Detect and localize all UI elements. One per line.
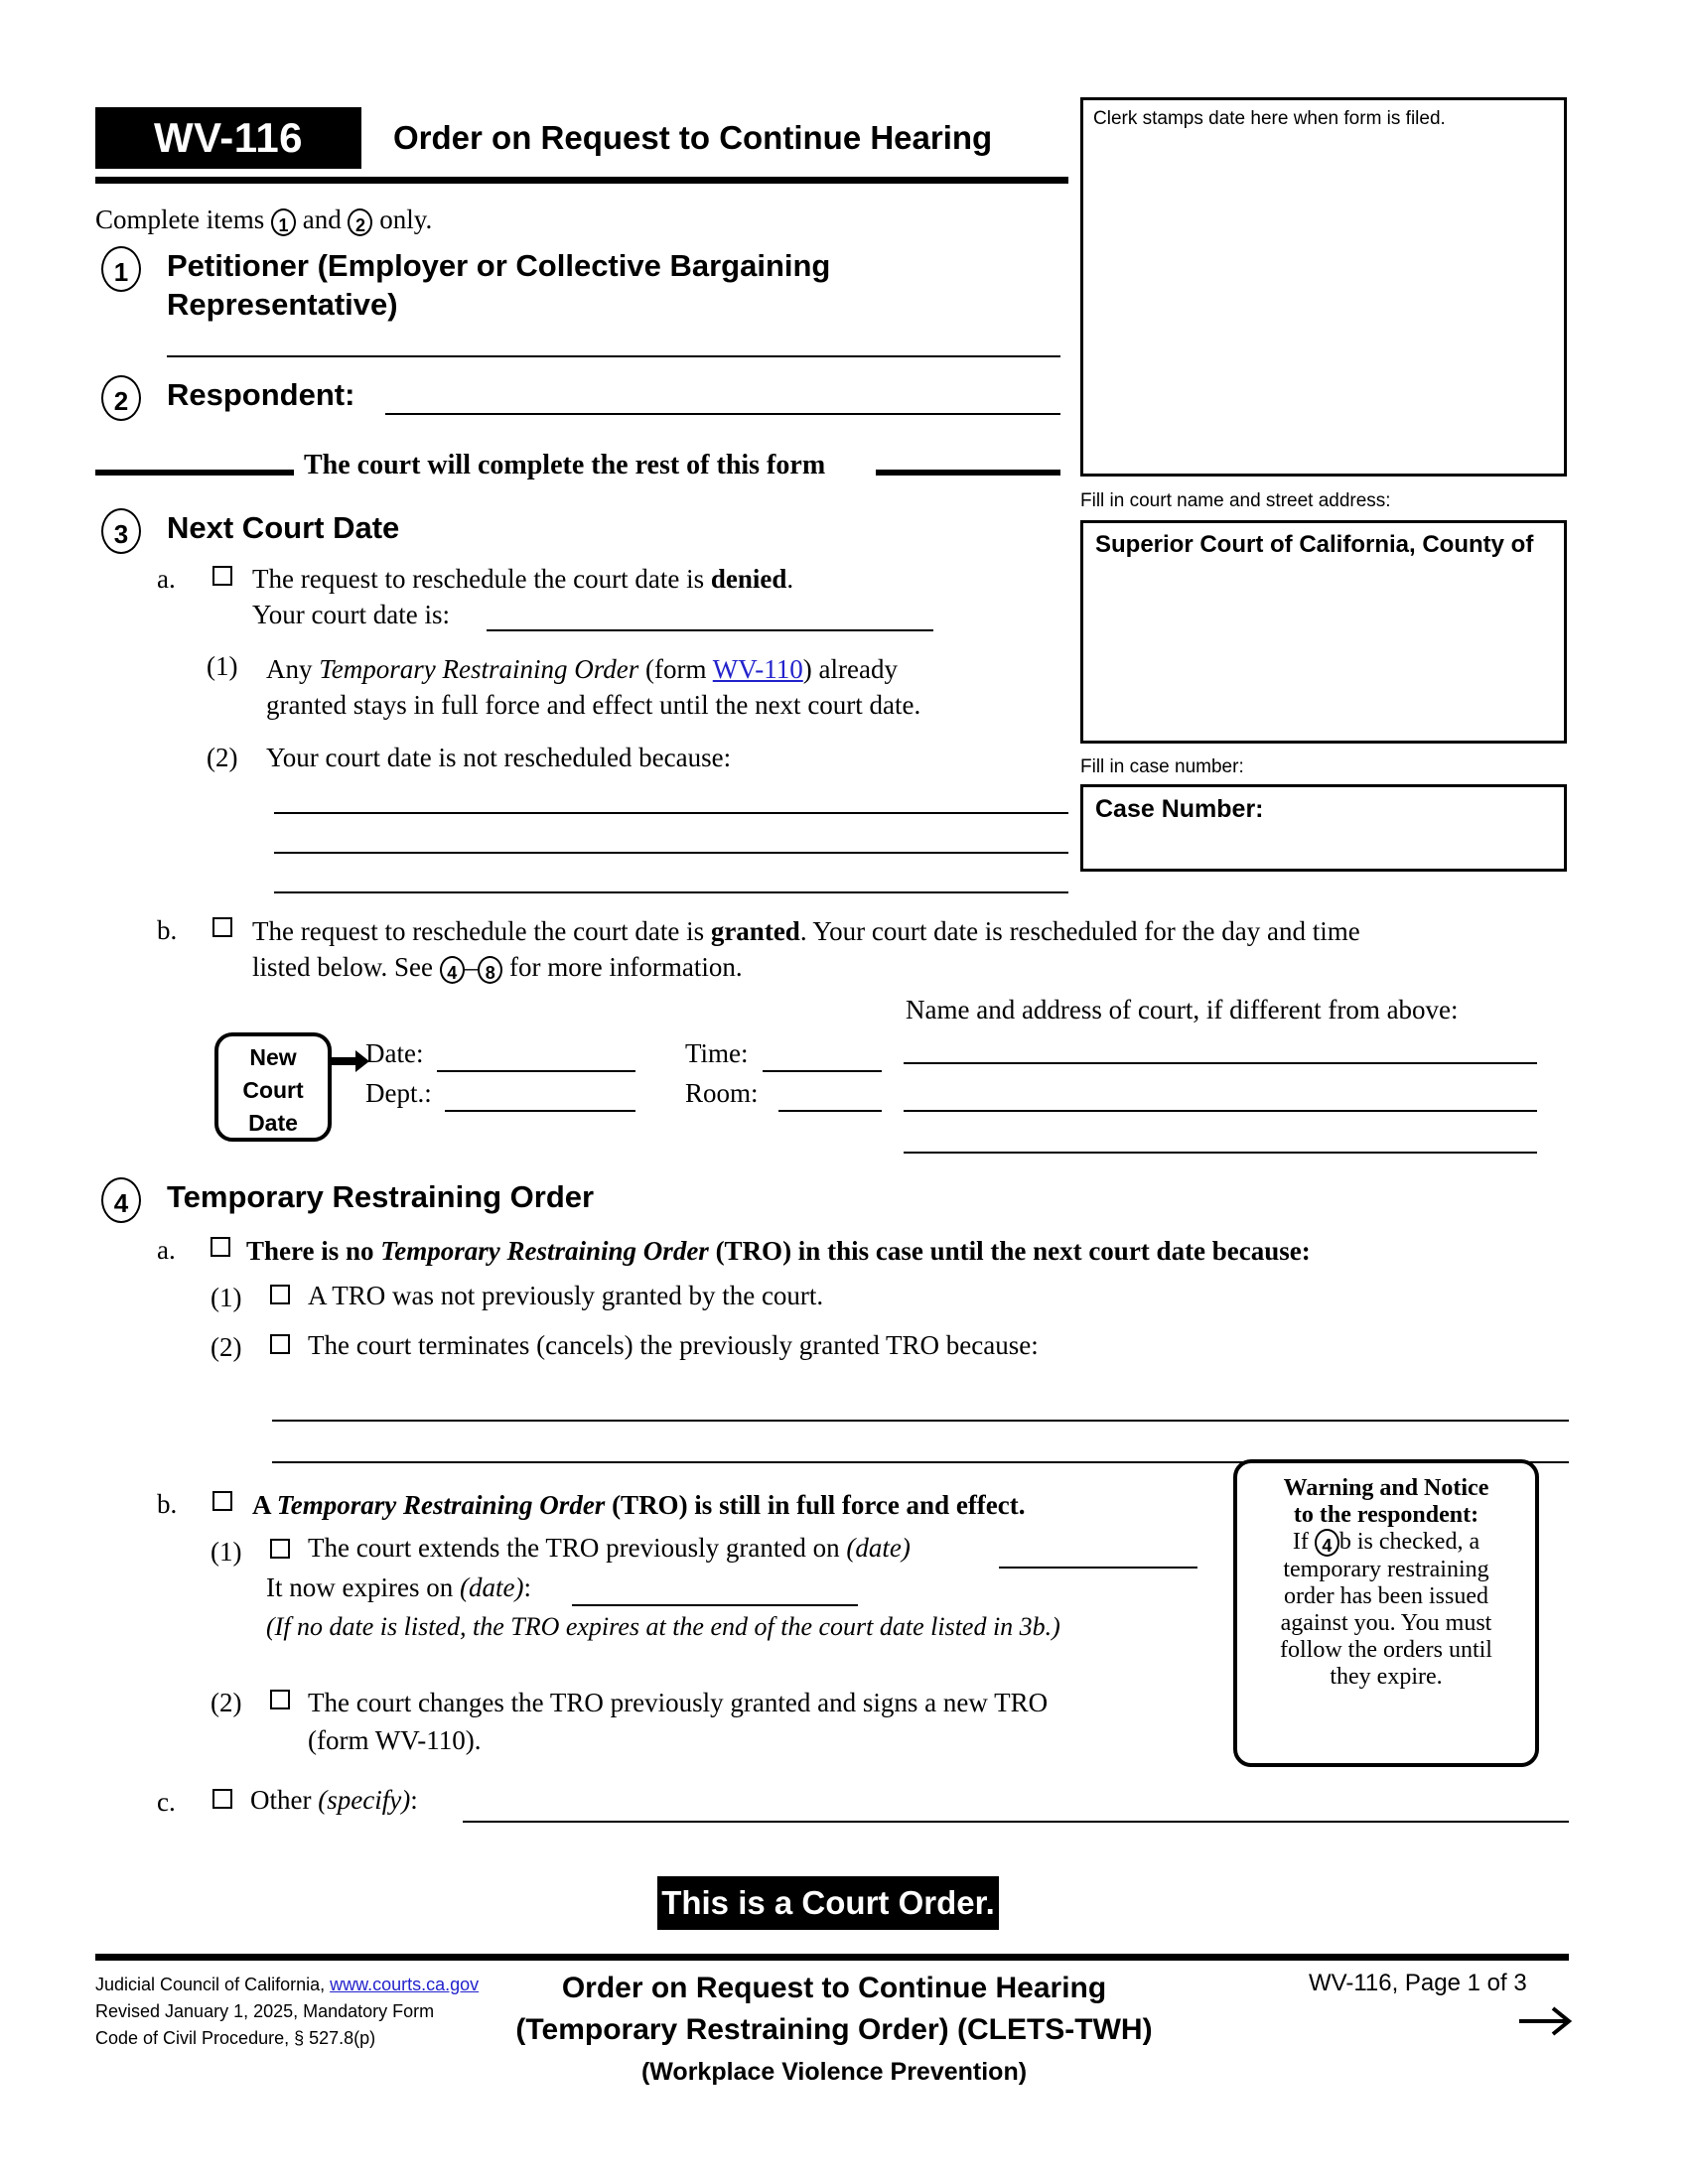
warning-line3 (1247, 1529, 1525, 1557)
warning-line4: temporary restraining (1283, 1557, 1489, 1583)
item-3a2-blank-line-2[interactable] (274, 852, 1068, 854)
item-3a-text-post: . (786, 564, 794, 594)
court-order-banner-label: This is a Court Order. (661, 1884, 995, 1921)
item-3a2-blank-line-1[interactable] (274, 812, 1068, 814)
item-3a-letter: a. (157, 564, 176, 594)
footer-page-label: WV-116, Page 1 of 3 (1309, 1970, 1527, 1996)
court-divider-right-rule (876, 470, 1060, 476)
item-4c-specify-field[interactable] (463, 1821, 1569, 1823)
court-completes-notice: The court will complete the rest of this form (304, 450, 826, 480)
item-4b1-text (308, 1533, 911, 1564)
item-3b-checkbox[interactable] (212, 917, 232, 937)
court-divider-left-rule (95, 470, 294, 476)
item-4b1-note: (If no date is listed, the TRO expires at the end of the court date listed in 3b.) (266, 1612, 1060, 1641)
item-4a2-checkbox[interactable] (270, 1334, 290, 1354)
item-4c-text (250, 1785, 418, 1816)
item-4b2-text (308, 1684, 1082, 1759)
item-4a2-blank-line-1[interactable] (272, 1420, 1569, 1422)
footer-center-block (427, 1968, 1241, 2093)
item-3b-dash: – (464, 952, 479, 982)
item-3a2-text: Your court date is not rescheduled because: (266, 743, 732, 772)
footer-center-line1: Order on Request to Continue Hearing (561, 1972, 1107, 2004)
footer-divider-rule (95, 1954, 1569, 1961)
complete-items-post: only. (379, 205, 433, 234)
new-court-address-line-1[interactable] (904, 1062, 1537, 1064)
item-4a2-text: The court terminates (cancels) the previously granted TRO because: (308, 1330, 1039, 1360)
item-4a1-checkbox[interactable] (270, 1285, 290, 1304)
item-4b2-marker: (2) (211, 1688, 242, 1717)
footer-left-line1-pre: Judicial Council of California, (95, 1975, 331, 1994)
item-4b2-line2: (form WV-110). (308, 1725, 482, 1755)
new-court-time-label: Time: (685, 1038, 749, 1068)
item-3a-text (252, 562, 793, 596)
item-4b-checkbox[interactable] (212, 1491, 232, 1511)
new-court-dept-label: Dept.: (365, 1078, 432, 1108)
item-4-number: 4 (101, 1177, 141, 1223)
item-3b-text-bold: granted (710, 916, 800, 946)
item-4a-letter: a. (157, 1235, 176, 1265)
new-court-time-field[interactable] (763, 1070, 882, 1072)
next-page-arrow-icon (1517, 2001, 1577, 2041)
item-4b2-line1: The court changes the TRO previously granted and signs a new TRO (308, 1688, 1049, 1717)
item-4c-label: Other (250, 1785, 319, 1815)
warning-line8: they expire. (1330, 1663, 1443, 1690)
item-3a1-italic: Temporary Restraining Order (319, 654, 639, 684)
new-court-date-badge (214, 1032, 332, 1142)
item-3b-text (252, 913, 1513, 949)
complete-items-mid: and (302, 205, 342, 234)
item-2-label: Respondent: (167, 377, 355, 412)
item-4c-post: : (410, 1785, 418, 1815)
inline-circle-8: 8 (478, 956, 502, 984)
new-court-address-caption: Name and address of court, if different from above: (906, 995, 1459, 1024)
item-3a-text-pre: The request to reschedule the court date is (252, 564, 711, 594)
footer-left-line3: Code of Civil Procedure, § 527.8(p) (95, 2028, 376, 2048)
item-4b1-checkbox[interactable] (270, 1539, 290, 1559)
item-4c-checkbox[interactable] (212, 1789, 232, 1809)
inline-circle-4-warning: 4 (1315, 1529, 1339, 1557)
item-4c-italic: (specify) (318, 1785, 411, 1815)
item-4c-letter: c. (157, 1787, 176, 1817)
new-court-date-badge-line2: Court (242, 1077, 304, 1103)
item-3a1-pre: Any (266, 654, 320, 684)
new-court-room-field[interactable] (778, 1110, 882, 1112)
item-1-heading (167, 246, 931, 324)
item-4b1-date-italic: (date) (846, 1533, 911, 1563)
item-3b-letter: b. (157, 915, 178, 945)
footer-center-line3: (Workplace Violence Prevention) (640, 2058, 1028, 2086)
new-court-date-badge-line1: New (249, 1044, 297, 1070)
new-court-date-field[interactable] (437, 1070, 635, 1072)
case-box-caption: Fill in case number: (1080, 756, 1244, 777)
item-4b1-expires-text (266, 1572, 531, 1603)
header-divider-rule (95, 177, 1068, 184)
item-3a1-line2: granted stays in full force and effect until the next court date. (266, 690, 921, 720)
new-court-address-line-2[interactable] (904, 1110, 1537, 1112)
new-court-room-label: Room: (685, 1078, 759, 1108)
item-1-heading-line2: Representative) (167, 287, 398, 322)
warning-heading-line1: Warning and Notice (1283, 1475, 1489, 1501)
item-3a2-blank-line-3[interactable] (274, 891, 1068, 893)
new-court-date-badge-line3: Date (248, 1110, 298, 1136)
item-3a1-mid: (form (638, 654, 713, 684)
footer-left-line2: Revised January 1, 2025, Mandatory Form (95, 2001, 435, 2021)
form-number-badge (95, 107, 361, 169)
item-4b1-line2-pre: It now expires on (266, 1572, 460, 1602)
page-title (393, 115, 1078, 161)
item-4a-post: (TRO) in this case until the next court date because: (708, 1236, 1311, 1266)
item-4a-checkbox[interactable] (211, 1237, 230, 1257)
item-4a1-text: A TRO was not previously granted by the court. (308, 1281, 824, 1310)
item-4b-post: (TRO) is still in full force and effect. (605, 1490, 1026, 1520)
item-3a1-text (266, 651, 981, 723)
item-3a-court-date-field[interactable] (487, 629, 933, 631)
item-4a-text (246, 1233, 1537, 1269)
warning-line3-pre: If (1292, 1528, 1315, 1555)
item-4b1-granted-date-field[interactable] (999, 1567, 1197, 1569)
item-4b2-checkbox[interactable] (270, 1690, 290, 1709)
item-3a1-post: ) already (802, 654, 898, 684)
warning-line6: against you. You must (1280, 1609, 1492, 1636)
respondent-name-field[interactable] (385, 413, 1060, 415)
item-3b-text-pre: The request to reschedule the court date is (252, 916, 711, 946)
complete-items-instruction (95, 203, 432, 236)
petitioner-name-field[interactable] (167, 355, 1060, 357)
item-4a-italic: Temporary Restraining Order (380, 1236, 709, 1266)
item-3b-line2-pre: listed below. See (252, 952, 440, 982)
item-4b1-text-pre: The court extends the TRO previously granted on (308, 1533, 847, 1563)
item-4a1-marker: (1) (211, 1283, 242, 1312)
item-1-number: 1 (101, 246, 141, 292)
new-court-date-label: Date: (365, 1038, 424, 1068)
item-4b-letter: b. (157, 1489, 178, 1519)
warning-notice-box (1233, 1459, 1539, 1767)
item-3a-court-date-label: Your court date is: (252, 600, 450, 629)
item-3a-text-bold: denied (710, 564, 787, 594)
item-3-heading: Next Court Date (167, 510, 400, 545)
item-4b-text (252, 1487, 1146, 1523)
court-order-banner (657, 1876, 999, 1930)
warning-line3-post: b is checked, a (1338, 1528, 1480, 1555)
item-3a2-marker: (2) (207, 743, 238, 772)
item-3-number: 3 (101, 508, 141, 554)
item-3b-line2-post: for more information. (502, 952, 743, 982)
item-3b-text-post: . Your court date is rescheduled for the day and time (799, 916, 1360, 946)
form-number-label: WV-116 (153, 114, 304, 161)
case-number-label: Case Number: (1095, 795, 1264, 823)
courts-ca-gov-link[interactable]: www.courts.ca.gov (330, 1975, 480, 1994)
item-4a2-marker: (2) (211, 1332, 242, 1362)
item-2-number: 2 (101, 375, 141, 421)
clerk-stamp-label: Clerk stamps date here when form is filed. (1093, 108, 1446, 129)
item-4b1-marker: (1) (211, 1537, 242, 1567)
complete-items-pre: Complete items (95, 205, 265, 234)
item-4b1-line2-post: : (523, 1572, 531, 1602)
footer-center-line2: (Temporary Restraining Order) (CLETS-TWH) (515, 2013, 1153, 2046)
item-3a1-marker: (1) (207, 651, 238, 681)
case-number-box[interactable] (1080, 784, 1567, 872)
inline-circle-2: 2 (348, 208, 372, 236)
item-3a-checkbox[interactable] (212, 566, 232, 586)
new-court-address-line-3[interactable] (904, 1152, 1537, 1154)
item-4-heading: Temporary Restraining Order (167, 1179, 595, 1214)
item-4b-italic: Temporary Restraining Order (276, 1490, 606, 1520)
item-4b1-expires-date-field[interactable] (572, 1604, 858, 1606)
warning-heading-line2: to the respondent: (1293, 1501, 1479, 1528)
item-4b1-line2-italic: (date) (459, 1572, 524, 1602)
new-court-dept-field[interactable] (445, 1110, 635, 1112)
item-4a-pre: There is no (246, 1236, 381, 1266)
court-name-value: Superior Court of California, County of (1095, 531, 1534, 558)
court-box-caption: Fill in court name and street address: (1080, 490, 1391, 511)
item-1-heading-line1: Petitioner (Employer or Collective Bargaining (167, 248, 831, 283)
item-3b-line2 (252, 949, 743, 985)
court-name-box[interactable] (1080, 520, 1567, 744)
page-title-label: Order on Request to Continue Hearing (393, 119, 993, 156)
inline-circle-1: 1 (271, 208, 296, 236)
warning-line5: order has been issued (1284, 1583, 1488, 1610)
warning-line7: follow the orders until (1280, 1636, 1492, 1663)
item-4b-pre: A (252, 1490, 277, 1520)
clerk-stamp-box (1080, 97, 1567, 477)
inline-circle-4: 4 (440, 956, 465, 984)
wv-110-link[interactable]: WV-110 (712, 654, 803, 684)
